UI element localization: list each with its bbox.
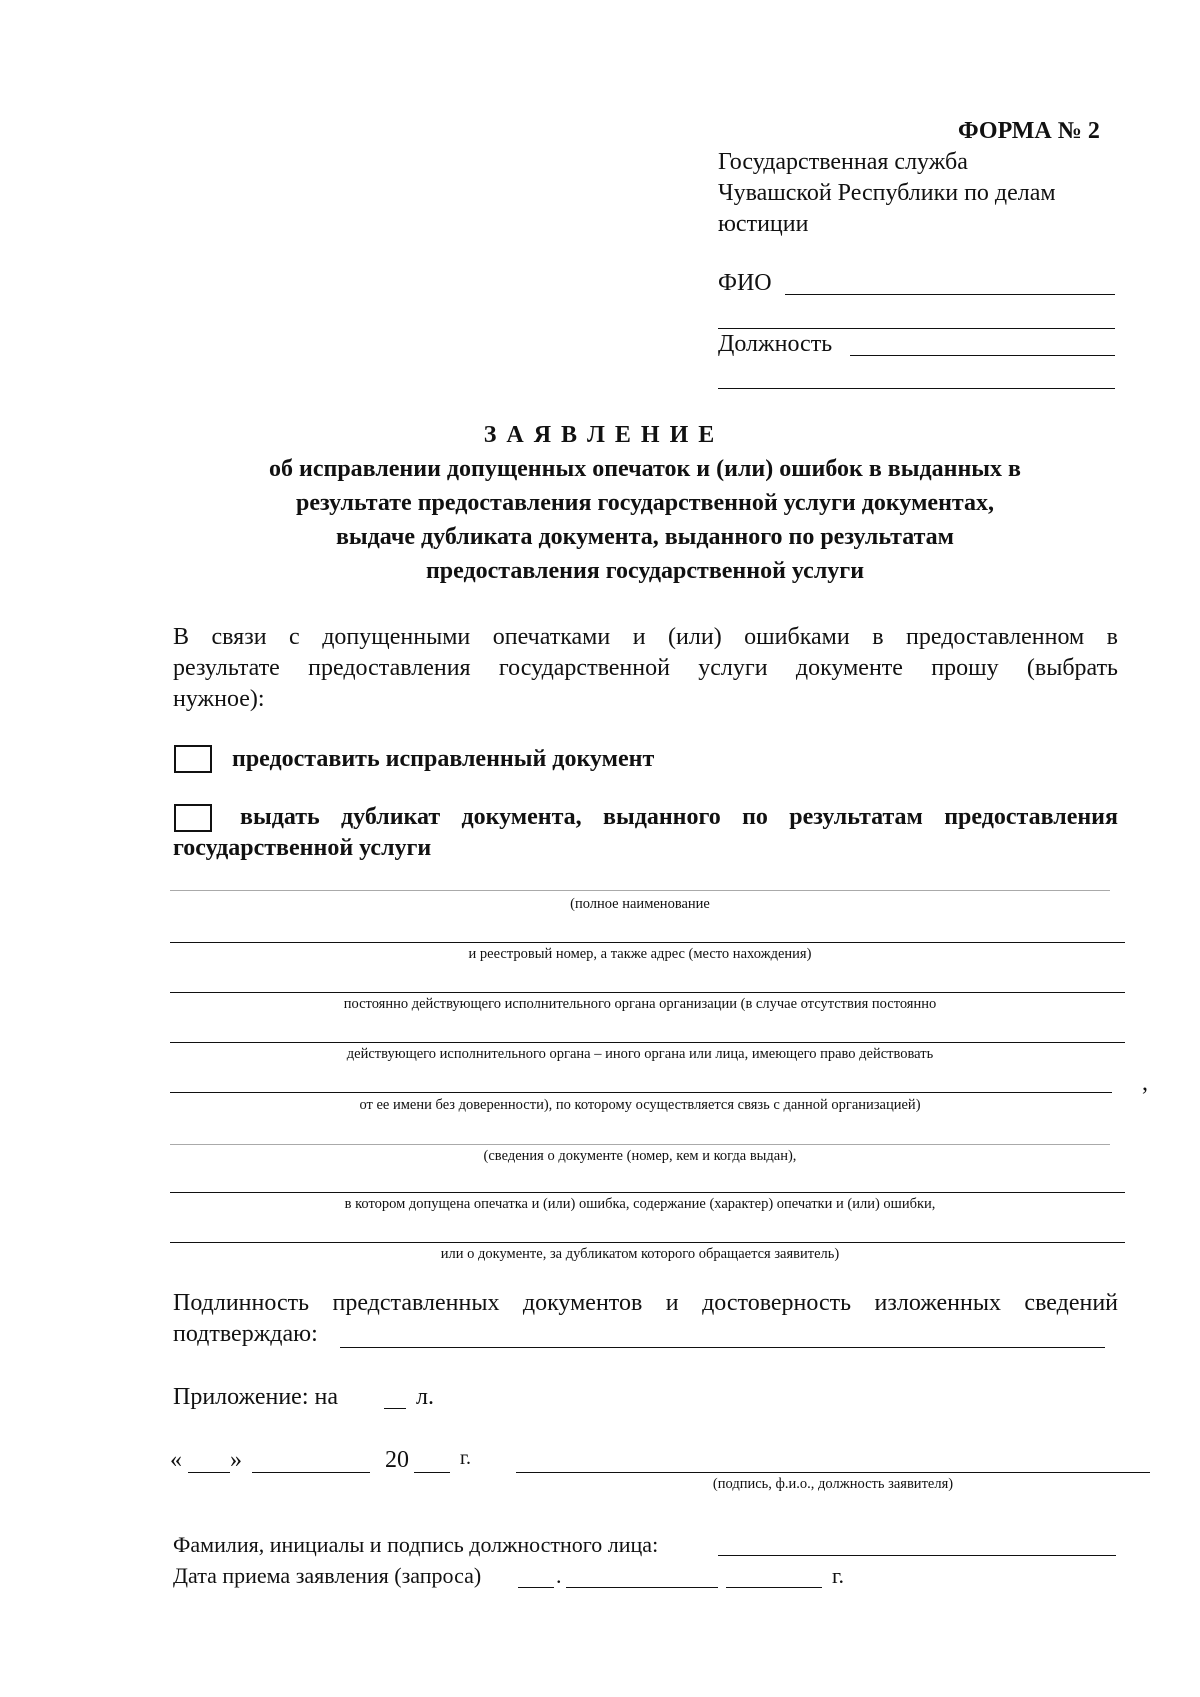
receipt-date-label: Дата приема заявления (запроса) <box>173 1563 482 1588</box>
field-caption: действующего исполнительного органа – иного органа или лица, имеющего право действовать <box>346 1046 934 1062</box>
attachment-label: Приложение: на <box>173 1384 338 1410</box>
document-subtitle: предоставления государственной услуги <box>425 558 865 584</box>
option-corrected-document-label: предоставить исправленный документ <box>232 746 655 772</box>
attachment-pages-field[interactable] <box>384 1382 406 1409</box>
executive-body-field[interactable] <box>170 1016 1125 1043</box>
document-info-field[interactable] <box>170 1118 1110 1145</box>
position-field[interactable] <box>850 329 1115 356</box>
applicant-signature-field[interactable] <box>516 1446 1150 1473</box>
field-caption: постоянно действующего исполнительного органа организации (в случае отсутствия постоянно <box>343 996 937 1012</box>
date-year-suffix: г. <box>460 1447 471 1469</box>
form-number: ФОРМА № 2 <box>958 118 1100 144</box>
receipt-month-field[interactable] <box>566 1561 718 1588</box>
organization-name-field[interactable] <box>170 864 1110 891</box>
receipt-year-field[interactable] <box>726 1561 822 1588</box>
comma-mark: , <box>1142 1070 1148 1096</box>
date-close-quote: » <box>230 1447 242 1473</box>
receipt-date-suffix: г. <box>832 1563 845 1588</box>
date-year-field[interactable] <box>414 1446 450 1473</box>
confirmation-text: Подлинность представленных документов и достоверность изложенных сведений <box>173 1290 1118 1316</box>
recipient-line: Чувашской Республики по делам <box>718 180 1056 206</box>
contact-organ-field[interactable] <box>170 1066 1112 1093</box>
recipient-line: Государственная служба <box>718 149 968 175</box>
registry-number-field[interactable] <box>170 916 1125 943</box>
fio-field[interactable] <box>785 268 1115 295</box>
organization-address-field[interactable] <box>170 966 1125 993</box>
position-label: Должность <box>718 331 833 357</box>
intro-text: нужное): <box>173 686 265 712</box>
date-day-field[interactable] <box>188 1446 230 1473</box>
document-title: З А Я В Л Е Н И Е <box>483 422 717 448</box>
option-corrected-document-checkbox[interactable] <box>174 745 212 773</box>
fio-label: ФИО <box>718 270 772 296</box>
date-open-quote: « <box>170 1447 182 1473</box>
intro-text: В связи с допущенными опечатками и (или) ошибками в предоставленном в <box>173 624 1118 650</box>
official-label: Фамилия, инициалы и подпись должностного лица: <box>173 1532 659 1557</box>
date-year-prefix: 20 <box>385 1447 409 1473</box>
field-caption: в котором допущена опечатка и (или) ошибка, содержание (характер) опечатки и (или) ошибки, <box>344 1196 936 1212</box>
receipt-day-field[interactable] <box>518 1561 554 1588</box>
field-caption: и реестровый номер, а также адрес (место нахождения) <box>468 946 812 962</box>
attachment-unit: л. <box>416 1384 434 1410</box>
field-caption: (сведения о документе (номер, кем и когда выдан), <box>483 1148 797 1164</box>
field-caption: от ее имени без доверенности), по которому осуществляется связь с данной организацией) <box>359 1097 921 1113</box>
signature-caption: (подпись, ф.и.о., должность заявителя) <box>712 1476 954 1492</box>
recipient-line: юстиции <box>718 211 809 237</box>
field-caption: (полное наименование <box>570 896 710 912</box>
option-duplicate-label: выдать дубликат документа, выданного по результатам предоставления <box>240 804 1118 830</box>
date-month-field[interactable] <box>252 1446 370 1473</box>
field-caption: или о документе, за дубликатом которого обращается заявитель) <box>440 1246 840 1262</box>
official-signature-field[interactable] <box>718 1529 1116 1556</box>
confirmation-field[interactable] <box>340 1321 1105 1348</box>
duplicate-document-field[interactable] <box>170 1216 1125 1243</box>
document-subtitle: результате предоставления государственной услуги документах, <box>296 490 994 516</box>
confirmation-text: подтверждаю: <box>173 1321 318 1347</box>
intro-text: результате предоставления государственной услуги документе прошу (выбрать <box>173 655 1118 681</box>
error-description-field[interactable] <box>170 1166 1125 1193</box>
fio-field-continuation[interactable] <box>718 302 1115 329</box>
document-subtitle: об исправлении допущенных опечаток и (или) ошибок в выданных в <box>269 456 1021 482</box>
option-duplicate-label: государственной услуги <box>173 835 432 861</box>
position-field-continuation[interactable] <box>718 362 1115 389</box>
document-subtitle: выдаче дубликата документа, выданного по результатам <box>335 524 955 550</box>
receipt-date-dot: . <box>556 1563 562 1588</box>
option-duplicate-checkbox[interactable] <box>174 804 212 832</box>
